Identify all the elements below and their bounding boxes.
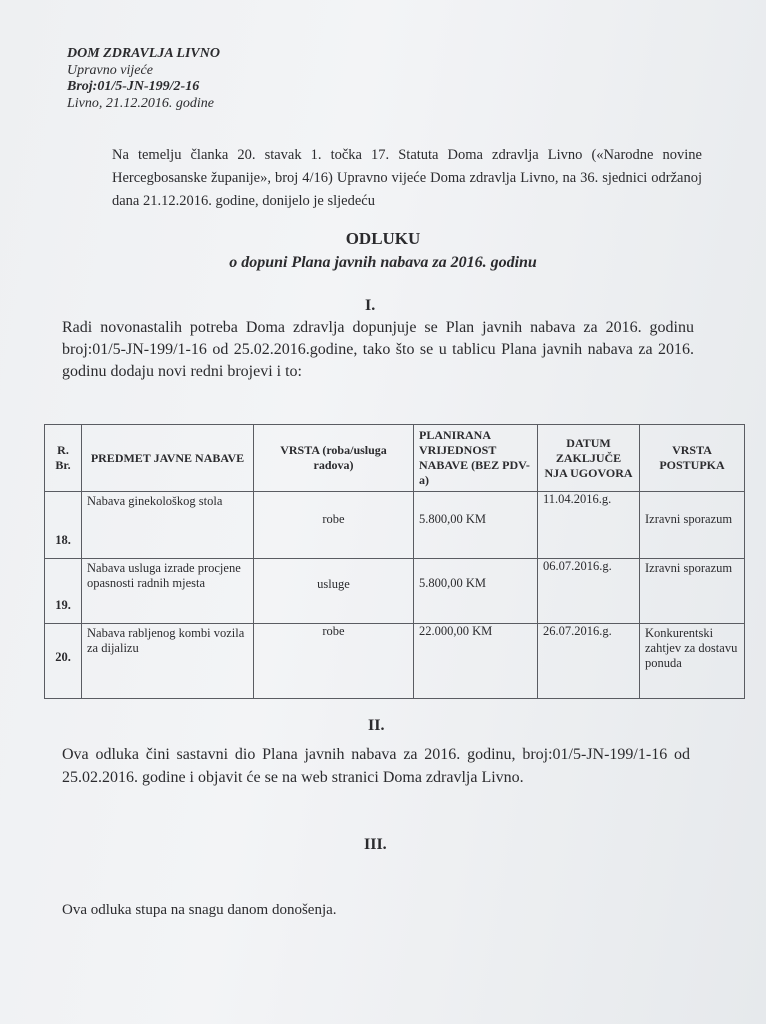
- col-header-procedure: VRSTA POSTUPKA: [640, 425, 745, 492]
- table-row: [45, 492, 745, 559]
- row-value: 5.800,00 KM: [414, 559, 538, 624]
- col-header-value: PLANIRANA VRIJEDNOST NABAVE (BEZ PDV-a): [414, 425, 538, 492]
- organization-name: DOM ZDRAVLJA LIVNO: [67, 46, 220, 61]
- intro-paragraph: [62, 144, 702, 213]
- row-date: 11.04.2016.g.: [538, 492, 640, 559]
- section-1-numeral: I.: [365, 297, 376, 314]
- row-procedure: Konkurentski zahtjev za dostavu ponuda: [640, 624, 745, 699]
- row-subject: Nabava ginekološkog stola: [82, 492, 254, 559]
- document-subtitle: o dopuni Plana javnih nabava za 2016. godinu: [229, 254, 537, 271]
- col-header-nr: R. Br.: [45, 425, 82, 492]
- table-header-row: [45, 425, 745, 492]
- row-subject: Nabava rabljenog kombi vozila za dijalizu: [82, 624, 254, 699]
- table-row: [45, 624, 745, 699]
- row-procedure: Izravni sporazum: [640, 492, 745, 559]
- issuing-body: Upravno vijeće: [67, 62, 153, 78]
- row-type: robe: [254, 624, 414, 699]
- row-date: 26.07.2016.g.: [538, 624, 640, 699]
- document-title: ODLUKU: [345, 229, 421, 248]
- row-type: usluge: [254, 559, 414, 624]
- intro-text: Na temelju članka 20. stavak 1. točka 17. Statuta Doma zdravlja Livno («Narodne novine Hercegbosanske županije», broj 4/16) Upravno vijeće Doma zdravlja Livno, na 36. sjednici održanoj dana 21.12.2016. godine, donijelo je sljedeću: [112, 147, 702, 209]
- row-number: 19.: [45, 559, 82, 624]
- section-3-text: Ova odluka stupa na snagu danom donošenja.: [62, 902, 337, 918]
- row-number: 20.: [45, 624, 82, 699]
- row-type: robe: [254, 492, 414, 559]
- section-3-numeral: III.: [364, 836, 387, 853]
- row-value: 5.800,00 KM: [414, 492, 538, 559]
- section-2-text: Ova odluka čini sastavni dio Plana javnih nabava za 2016. godinu, broj:01/5-JN-199/1-16 od 25.02.2016. godine i objavit će se na web stranici Doma zdravlja Livno.: [62, 746, 690, 786]
- place-date: Livno, 21.12.2016. godine: [67, 95, 214, 111]
- row-procedure: Izravni sporazum: [640, 559, 745, 624]
- col-header-date: DATUM ZAKLJUČE NJA UGOVORA: [538, 425, 640, 492]
- col-header-subject: PREDMET JAVNE NABAVE: [82, 425, 254, 492]
- col-header-type: VRSTA (roba/usluga radova): [254, 425, 414, 492]
- row-number: 18.: [45, 492, 82, 559]
- section-1-text: Radi novonastalih potreba Doma zdravlja dopunjuje se Plan javnih nabava za 2016. godinu broj:01/5-JN-199/1-16 od 25.02.2016.godine, tako što se u tablicu Plana javnih nabava za 2016. godinu dodaju novi redni brojevi i to:: [62, 319, 694, 380]
- row-subject: Nabava usluga izrade procjene opasnosti radnih mjesta: [82, 559, 254, 624]
- reference-number: Broj:01/5-JN-199/2-16: [67, 79, 200, 94]
- procurement-table: [44, 424, 745, 699]
- table-row: [45, 559, 745, 624]
- section-2-numeral: II.: [368, 717, 385, 734]
- row-date: 06.07.2016.g.: [538, 559, 640, 624]
- document-header: [67, 46, 220, 112]
- row-value: 22.000,00 KM: [414, 624, 538, 699]
